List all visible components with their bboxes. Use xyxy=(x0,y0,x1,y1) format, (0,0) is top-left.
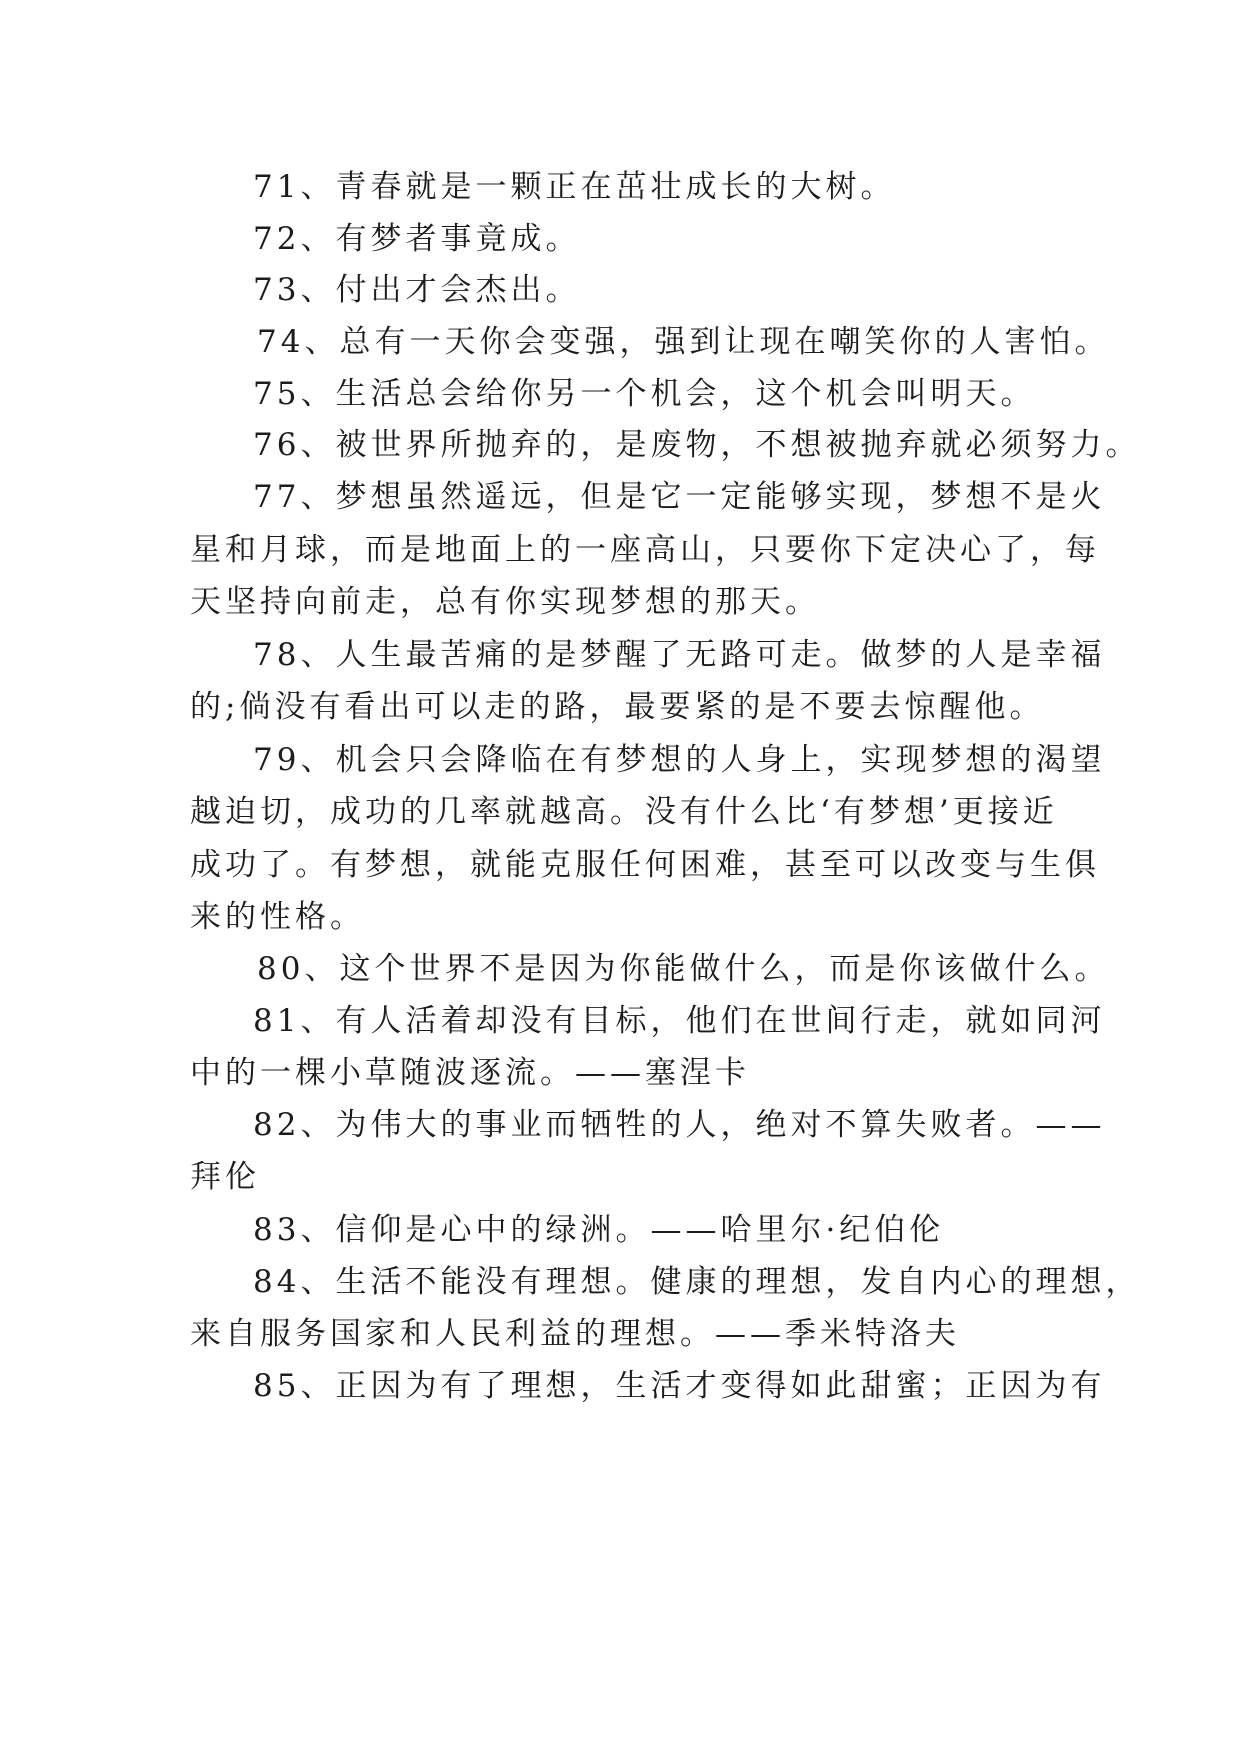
text-line: 72、有梦者事竟成。 xyxy=(253,221,581,257)
text-line: 85、正因为有了理想，生活才变得如此甜蜜；正因为有 xyxy=(253,1368,1106,1404)
text-line: 80、这个世界不是因为你能做什么，而是你该做什么。 xyxy=(257,951,1110,987)
text-line: 天坚持向前走，总有你实现梦想的那天。 xyxy=(190,584,820,620)
text-line: 越迫切，成功的几率就越高。没有什么比‘有梦想’更接近 xyxy=(190,794,1058,830)
text-line: 82、为伟大的事业而牺牲的人，绝对不算失败者。—— xyxy=(253,1107,1106,1143)
text-line: 71、青春就是一颗正在茁壮成长的大树。 xyxy=(253,169,896,205)
text-line: 的;倘没有看出可以走的路，最要紧的是不要去惊醒他。 xyxy=(190,689,1045,725)
text-line: 78、人生最苦痛的是梦醒了无路可走。做梦的人是幸福 xyxy=(253,637,1106,673)
text-line: 76、被世界所抛弃的，是废物，不想被抛弃就必须努力。 xyxy=(253,427,1141,463)
text-line: 来自服务国家和人民利益的理想。——季米特洛夫 xyxy=(190,1316,960,1352)
text-line: 84、生活不能没有理想。健康的理想，发自内心的理想， xyxy=(253,1264,1141,1300)
text-line: 成功了。有梦想，就能克服任何困难，甚至可以改变与生俱 xyxy=(190,847,1100,883)
text-line: 来的性格。 xyxy=(190,899,365,935)
text-line: 75、生活总会给你另一个机会，这个机会叫明天。 xyxy=(253,376,1036,412)
text-line: 79、机会只会降临在有梦想的人身上，实现梦想的渴望 xyxy=(253,742,1106,778)
text-line: 星和月球，而是地面上的一座高山，只要你下定决心了，每 xyxy=(190,532,1100,568)
text-line: 拜伦 xyxy=(190,1159,260,1195)
text-line: 73、付出才会杰出。 xyxy=(253,272,581,308)
text-line: 74、总有一天你会变强，强到让现在嘲笑你的人害怕。 xyxy=(257,324,1110,360)
text-line: 83、信仰是心中的绿洲。——哈里尔·纪伯伦 xyxy=(253,1212,945,1248)
text-line: 77、梦想虽然遥远，但是它一定能够实现，梦想不是火 xyxy=(253,479,1106,515)
text-line: 81、有人活着却没有目标，他们在世间行走，就如同河 xyxy=(253,1003,1106,1039)
text-line: 中的一棵小草随波逐流。——塞涅卡 xyxy=(190,1055,750,1091)
